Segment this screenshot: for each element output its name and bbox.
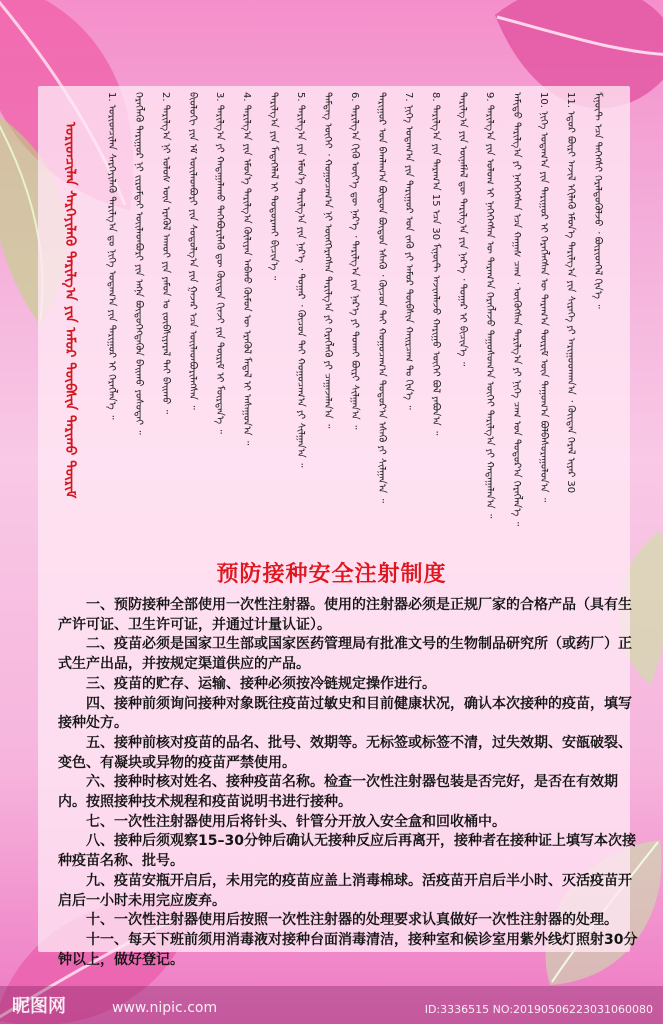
rule-item: 一、预防接种全部使用一次性注射器。使用的注射器必须是正规厂家的合格产品（具有生产许可证、卫生许可证，并通过计量认证）。 [58,597,632,633]
mongolian-line: 4. ᠲᠠᠷᠢᠯᠭ᠎ᠠ ᠶᠢᠨ ᠡᠮᠦᠨ᠎ᠡ ᠲᠠᠷᠢᠯᠭ᠎ᠠ ᠬᠦᠯᠢᠶᠡᠨ ᠠᠪᠬᠤ ᠬᠦᠮᠦᠨ ᠦ ᠡᠷᠡᠭᠦᠯ ᠮᠡᠳᠡᠯ ᠢ ᠠᠰᠠᠭᠤᠨ᠎ᠠ ᠃ [241,92,252,446]
mongolian-line: 7. ᠨᠢᠭᠡ ᠤᠳᠠᠭ᠎ᠠ ᠶᠢᠨ ᠲᠠᠷᠢᠭᠤᠷ ᠤᠨ ᠵᠡᠭᠦ ᠶᠢ ᠠᠮᠤᠷ ᠲᠦᠪᠰᠢᠨ ᠬᠠᠢᠷᠴᠠᠭ ᠲᠤ ᠬᠢᠨ᠎ᠡ ᠃ [403,92,414,410]
mongolian-line: ᠲᠠᠷᠢᠯᠭ᠎ᠠ ᠶᠢᠨ ᠦᠨᠡᠮᠯᠡᠯ ᠳᠦ ᠲᠠᠷᠢᠯᠭ᠎ᠠ ᠶᠢᠨ ᠨᠡᠷ᠎ᠡ ᠂ ᠳᠤᠭᠠᠷ ᠢ ᠪᠢᠴᠢᠨ᠎ᠡ ᠃ [457,92,468,367]
mongolian-line: 2. ᠲᠠᠷᠢᠯᠭ᠎ᠠ ᠨᠢ ᠤᠯᠤᠰ ᠦᠨ ᠡᠷᠡᠭᠦᠯ ᠠᠬᠤᠢ ᠶᠢᠨ ᠶᠠᠮᠤᠨ ᠤ ᠵᠦᠪᠰᠢᠶᠡᠷᠡᠯ ᠲᠠᠢ ᠪᠠᠢᠬᠤ ᠃ [160,92,171,414]
mongolian-line: ᠬᠡᠷᠡᠭᠯᠡᠬᠦ ᠲᠠᠷᠢᠭᠤᠷ ᠨᠢ ᠵᠢᠷᠤᠮᠲᠠᠢ ᠦᠢᠯᠡᠳᠪᠦᠷᠢ ᠶᠢᠨ ᠡᠩᠨᠡ ᠪᠦᠲᠦᠭᠡᠭᠳᠡᠬᠦᠨ ᠪᠠᠢᠬᠤ ᠶᠣᠰᠣᠲᠠᠢ ᠃ [133,92,144,435]
mongolian-line: 9. ᠲᠠᠷᠢᠯᠭ᠎ᠠ ᠶᠢᠨ ᠣᠯᠣᠭ ᠢ ᠨᠡᠭᠡᠭᠡᠭᠰᠡᠨ ᠦ ᠳᠠᠷᠠᠭ᠎ᠠ ᠬᠡᠷᠡᠭᠯᠡᠵᠦ ᠳᠠᠭᠤᠰᠤᠭ᠎ᠠ ᠦᠭᠡᠢ ᠲᠠᠷᠢᠯᠭ᠎ᠠ ᠶᠢ ᠬᠠᠳᠠᠭᠠᠯᠠᠨ᠎ᠠ ᠃ [484,92,495,519]
mongolian-line: 10. ᠨᠢᠭᠡ ᠤᠳᠠᠭ᠎ᠠ ᠶᠢᠨ ᠲᠠᠷᠢᠭᠤᠷ ᠢ ᠬᠡᠷᠡᠭᠯᠡᠭᠰᠡᠨ ᠦ ᠳᠠᠷᠠᠭ᠎ᠠ ᠳᠦᠷᠢᠮ ᠦᠨ ᠳᠠᠭᠤᠭ᠎ᠠ ᠪᠣᠯᠪᠠᠰᠤᠷᠠᠭᠤᠯᠤᠨ᠎ᠠ ᠃ [538,92,549,503]
mongolian-line: 5. ᠲᠠᠷᠢᠯᠭ᠎ᠠ ᠶᠢᠨ ᠡᠮᠦᠨ᠎ᠡ ᠲᠠᠷᠢᠯᠭ᠎ᠠ ᠶᠢᠨ ᠨᠡᠷ᠎ᠡ ᠂ ᠳᠤᠭᠠᠷ ᠂ ᠬᠦᠴᠦᠨ ᠲᠡᠢ ᠬᠤᠭᠤᠴᠠᠭ᠎ᠠ ᠶᠢ ᠰᠢᠯᠭᠠᠨ᠎ᠠ ᠃ [295,92,306,468]
rule-item: 三、疫苗的贮存、运输、接种必须按冷链规定操作进行。 [86,675,436,692]
mongolian-line: ᠪᠢᠣᠯᠣᠭᠢ ᠶᠢᠨ ᠡᠮ ᠦᠢᠯᠡᠳᠪᠦᠷᠢ ᠶᠢᠨ ᠰᠤᠳᠤᠯᠭ᠎ᠠ ᠶᠢᠨ ᠭᠠᠵᠠᠷ ᠡᠴᠡ ᠦᠢᠯᠡᠳᠪᠦᠷᠢᠯᠡᠭᠰᠡᠨ ᠃ [187,92,198,410]
rule-item: 二、疫苗必须是国家卫生部或国家医药管理局有批准文号的生物制品研究所（或药厂）正式生产出品，并按规定渠道供应的产品。 [58,636,632,673]
mongolian-line: ᠮᠢᠨᠦ᠋ᠲ ᠡᠴᠡ ᠳᠡᠭᠡᠭᠰᠢ ᠭᠡᠷᠡᠯᠲᠦᠭᠦᠯᠵᠦ ᠂ ᠪᠦᠷᠢᠳᠬᠡᠯ ᠬᠢᠨ᠎ᠡ ᠃ [592,92,603,309]
mongolian-line: 8. ᠲᠠᠷᠢᠯᠭ᠎ᠠ ᠶᠢᠨ ᠳᠠᠷᠠᠭ᠎ᠠ 15 ᠡᠴᠡ 30 ᠮᠢᠨᠦ᠋ᠲ ᠠᠵᠢᠭᠯᠠᠵᠤ ᠬᠠᠷᠢᠭᠤ ᠦᠭᠡᠢ ᠪᠣᠯ ᠶᠠᠪᠤᠨ᠎ᠠ ᠃ [430,92,441,436]
rule-item: 十一、每天下班前须用消毒液对接种台面消毒清洁，接种室和候诊室用紫外线灯照射30分钟以上，做好登记。 [58,931,638,968]
mongolian-text-block [48,92,628,544]
mongolian-line: 3. ᠲᠠᠷᠢᠯᠭ᠎ᠠ ᠶᠢ ᠬᠠᠳᠠᠭᠠᠯᠠᠬᠤ ᠲᠡᠭᠡᠪᠦᠷᠢᠯᠡᠬᠦ ᠳᠦ ᠬᠦᠢᠲᠡᠨ ᠭᠢᠨᠵᠢ ᠶᠢᠨ ᠳᠦᠷᠢᠮ ᠢ ᠮᠦᠷᠳᠡᠨ᠎ᠡ ᠃ [214,92,225,434]
mongolian-line: ᠲᠡᠮᠳᠡᠭ ᠦᠭᠡᠢ ᠂ ᠬᠤᠭᠤᠴᠠᠭ᠎ᠠ ᠨᠢ ᠥᠩᠭᠡᠷᠡᠭᠰᠡᠨ ᠲᠠᠷᠢᠯᠭ᠎ᠠ ᠶᠢ ᠬᠡᠷᠡᠭᠯᠡᠬᠦ ᠶᠢ ᠴᠠᠭᠠᠵᠠᠯᠠᠨ᠎ᠠ ᠃ [322,92,333,429]
page-title: 预防接种安全注射制度 [216,562,447,587]
rules-list [58,596,638,970]
mongolian-line: 11. ᠡᠳᠦᠷ ᠪᠦᠷᠢ ᠠᠵᠢᠯ ᠡᠬᠢᠯᠡᠬᠦ ᠡᠮᠦᠨ᠎ᠡ ᠲᠠᠷᠢᠯᠭ᠎ᠠ ᠶᠢᠨ ᠰᠢᠷᠡᠭᠡ ᠶᠢ ᠠᠷᠢᠭᠤᠳᠬᠠᠨ᠎ᠠ ᠂ ᠬᠦᠢᠲᠡᠨ ᠭᠡᠷᠡᠯ ᠢᠶᠡᠷ 30 [565,92,576,494]
mongolian-line: ᠲᠠᠷᠢᠯᠭ᠎ᠠ ᠶᠢᠨ ᠮᠡᠳᠡᠭᠡᠯᠡᠯ ᠢ ᠲᠣᠳᠣᠷᠬᠠᠢ ᠪᠢᠴᠢᠨ᠎ᠡ ᠃ [268,92,279,281]
mongolian-line: ᠲᠠᠷᠢᠭᠤᠷ ᠤᠨ ᠪᠠᠭᠯᠠᠭ᠎ᠠ ᠪᠦᠲᠦᠨ ᠪᠦᠲᠦᠨ ᠡᠰᠡᠬᠦ ᠂ ᠬᠦᠴᠦᠨ ᠲᠡᠢ ᠬᠤᠭᠤᠴᠠᠭ᠎ᠠ ᠳᠤᠲᠤᠷ᠎ᠠ ᠡᠰᠡᠬᠦ ᠶᠢ ᠰᠢᠯᠭᠠᠨ᠎ᠠ ᠃ [376,92,387,503]
watermark-id: ID:3336515 NO:20190506223031060080 [424,1003,653,1016]
mongolian-line: 6. ᠲᠠᠷᠢᠯᠭ᠎ᠠ ᠬᠢᠬᠦ ᠦᠶ᠎ᠡ ᠳᠦ ᠨᠡᠷ᠎ᠡ ᠂ ᠲᠠᠷᠢᠯᠭ᠎ᠠ ᠶᠢᠨ ᠨᠡᠷ᠎ᠡ ᠶᠢ ᠲᠤᠬᠠᠢ ᠪᠦᠷᠢ ᠰᠢᠯᠭᠠᠨ᠎ᠠ ᠃ [349,92,360,430]
rule-item: 七、一次性注射器使用后将针头、针管分开放入安全盒和回收桶中。 [86,813,506,830]
watermark-logo: 昵图网 [12,996,66,1017]
rule-item: 五、接种前核对疫苗的品名、批号、效期等。无标签或标签不清，过失效期、安瓿破裂、变色、有凝块或异物的疫苗严禁使用。 [58,734,632,771]
mongolian-line: ᠠᠮᠢᠳᠤ ᠲᠠᠷᠢᠯᠭ᠎ᠠ ᠶᠢ ᠨᠡᠭᠡᠭᠡᠭᠰᠡᠨ ᠡᠴᠡ ᠬᠠᠭᠠᠰ ᠴᠠᠭ ᠂ ᠦᠬᠦᠭᠰᠡᠨ ᠲᠠᠷᠢᠯᠭ᠎ᠠ ᠶᠢ ᠨᠢᠭᠡ ᠴᠠᠭ ᠤᠨ ᠳᠣᠲᠣᠷ᠎ᠠ ᠬᠡᠷᠡᠭᠯᠡᠨ᠎ᠡ ᠃ [511,92,522,527]
rule-item: 十、一次性注射器使用后按照一次性注射器的处理要求认真做好一次性注射器的处理。 [86,912,618,929]
rule-item: 六、接种时核对姓名、接种疫苗名称。检查一次性注射器包装是否完好，是否在有效期内。按照接种技术规程和疫苗说明书进行接种。 [58,774,618,811]
mongolian-title: ᠤᠷᠢᠳᠴᠢᠯᠠᠨ ᠰᠡᠷᠭᠡᠶᠢᠯᠡᠬᠦ ᠲᠠᠷᠢᠯᠭ᠎ᠠ ᠶᠢᠨ ᠠᠮᠤᠷ ᠲᠦᠪᠰᠢᠨ ᠲᠠᠷᠢᠬᠤ ᠳᠦᠷᠢᠮ [62,122,78,499]
watermark-site: www.nipic.com [112,1000,218,1016]
mongolian-line: 1. ᠤᠷᠢᠳᠴᠢᠯᠠᠨ ᠰᠡᠷᠭᠡᠶᠢᠯᠡᠬᠦ ᠲᠠᠷᠢᠯᠭ᠎ᠠ ᠳᠤ ᠨᠢᠭᠡ ᠤᠳᠠᠭ᠎ᠠ ᠶᠢᠨ ᠲᠠᠷᠢᠭᠤᠷ ᠢ ᠬᠡᠷᠡᠭᠯᠡᠨ᠎ᠡ ᠃ [106,92,117,420]
rule-item: 九、疫苗安瓶开启后，未用完的疫苗应盖上消毒棉球。活疫苗开启后半小时、灭活疫苗开启后一小时未用完应废弃。 [58,872,632,909]
rule-item: 八、接种后须观察15–30分钟后确认无接种反应后再离开，接种者在接种证上填写本次接种疫苗名称、批号。 [58,833,636,870]
rule-item: 四、接种前须询问接种对象既往疫苗过敏史和目前健康状况，确认本次接种的疫苗，填写接种处方。 [58,695,632,732]
